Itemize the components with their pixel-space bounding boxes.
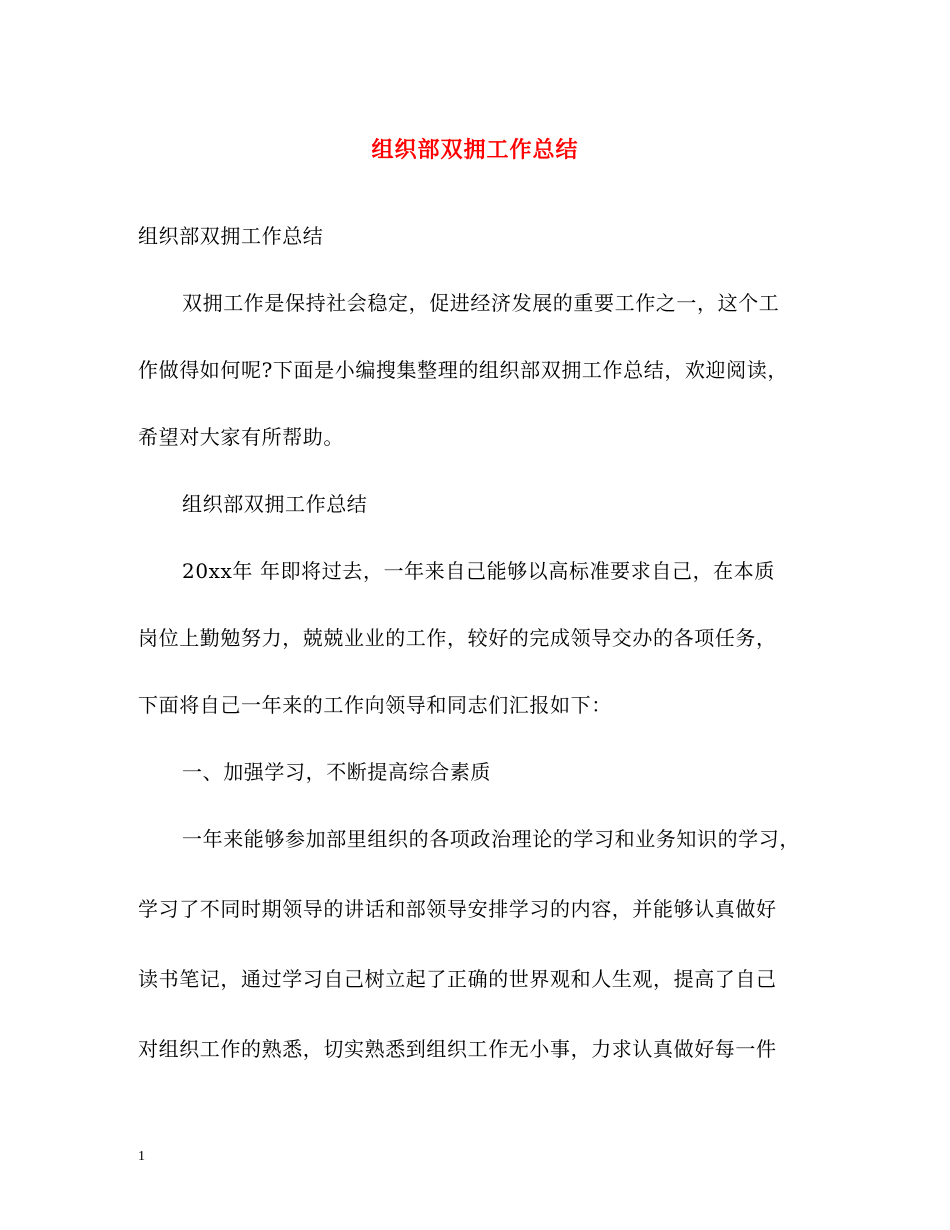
body-line: 学习了不同时期领导的讲话和部领导安排学习的内容，并能够认真做好: [138, 897, 777, 921]
body-line: 双拥工作是保持社会稳定，促进经济发展的重要工作之一，这个工: [182, 291, 780, 315]
body-line: 对组织工作的熟悉，切实熟悉到组织工作无小事，力求认真做好每一件: [138, 1037, 777, 1061]
document-body: [138, 220, 828, 1100]
body-line: 一年来能够参加部里组织的各项政治理论的学习和业务知识的学习，: [182, 827, 800, 851]
body-line: 作做得如何呢?下面是小编搜集整理的组织部双拥工作总结，欢迎阅读，: [138, 358, 788, 382]
body-line-heading: 组织部双拥工作总结: [138, 224, 324, 248]
body-line: 岗位上勤勉努力，兢兢业业的工作，较好的完成领导交办的各项任务，: [138, 626, 777, 650]
document-title: 组织部双拥工作总结: [371, 137, 579, 163]
body-line: 希望对大家有所帮助。: [138, 425, 344, 449]
body-line: 读书笔记，通过学习自己树立起了正确的世界观和人生观，提高了自己: [138, 967, 777, 991]
body-line: 20xx年 年即将过去，一年来自己能够以高标准要求自己，在本质: [182, 559, 775, 583]
body-line: 下面将自己一年来的工作向领导和同志们汇报如下：: [138, 693, 612, 717]
page-number: 1: [138, 1149, 145, 1164]
body-line-subheading: 组织部双拥工作总结: [182, 492, 368, 516]
body-line-section-heading: 一、加强学习，不断提高综合素质: [182, 760, 491, 784]
